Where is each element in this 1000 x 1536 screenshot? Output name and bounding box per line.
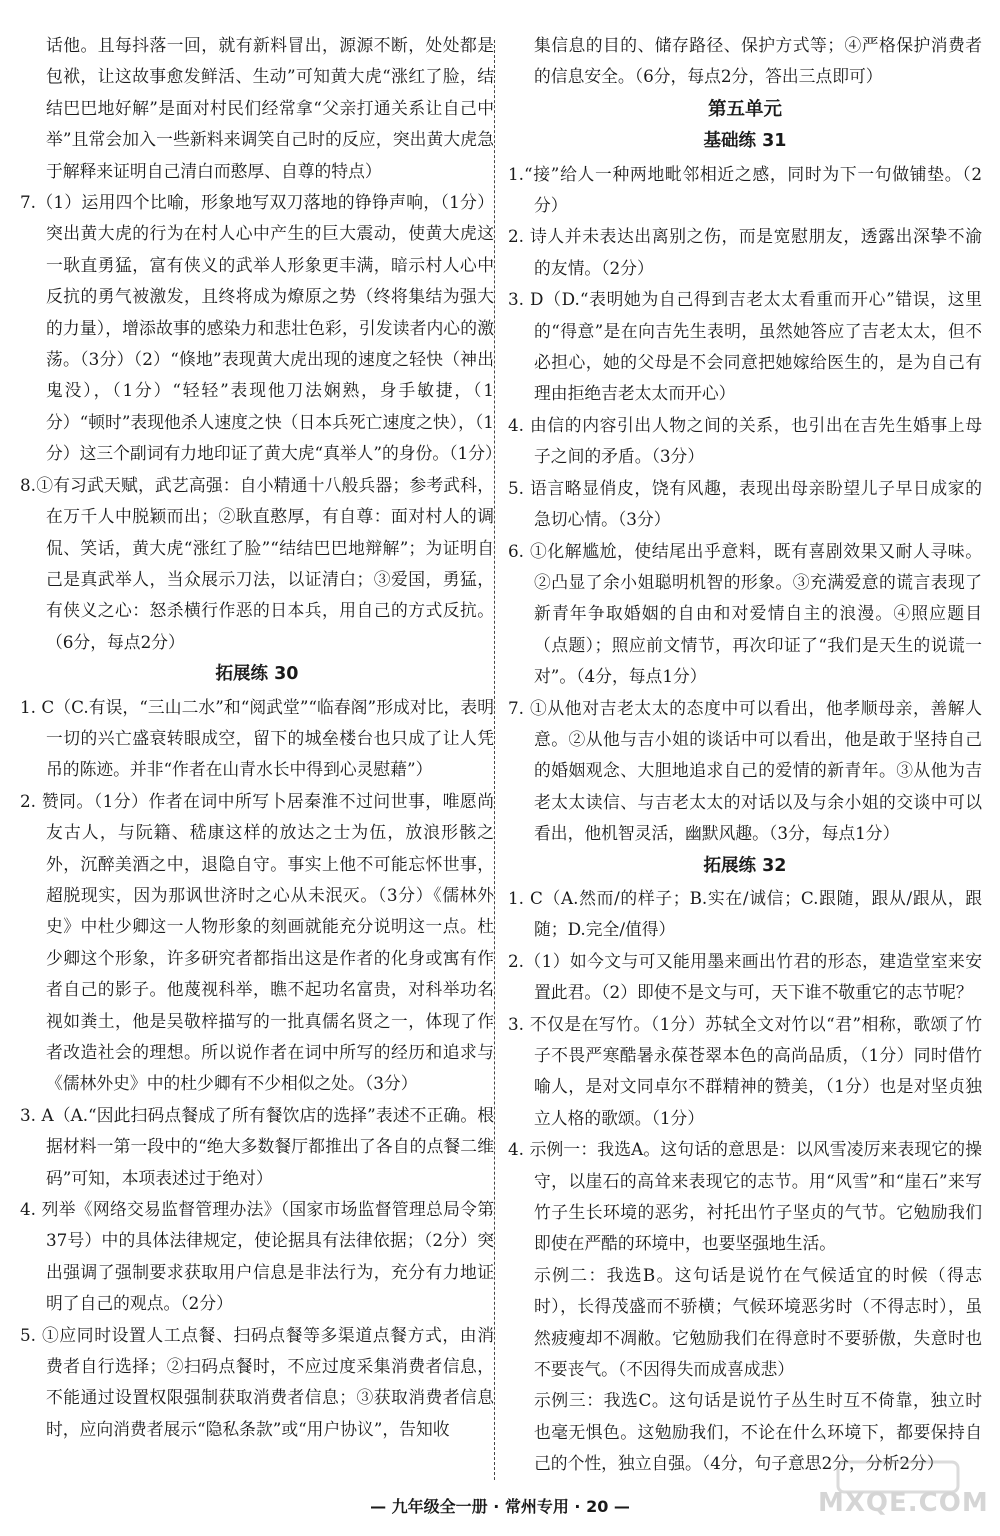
- answer-item-7: 7. ①从他对吉老太太的态度中可以看出，他孝顺母亲，善解人意。②从他与吉小姐的谈话中可以看出，他是敢于坚持自己的婚姻观念、大胆地追求自己的爱情的新青年。③从他为吉老太太读信、与吉老太太的对话以及与余小姐的交谈中可以看出，他机智灵活，幽默风趣。（3分，每点1分）: [508, 697, 982, 844]
- section-heading-extension-32: 拓展练 32: [703, 855, 787, 876]
- answer-example-2: 示例二：我选B。这句话是说竹在气候适宜的时候（得志时），长得茂盛而不骄横；气候环境恶劣时（不得志时），虽然疲瘦却不凋敝。它勉励我们在得意时不要骄傲，失意时也不要丧气。（不因得失而成喜成悲）: [534, 1264, 982, 1380]
- answer-item-2: 2. 诗人并未表达出离别之伤，而是宽慰朋友，透露出深挚不渝的友情。（2分）: [508, 226, 982, 278]
- answer-item-5: 5. 语言略显俏皮，饶有风趣，表现出母亲盼望儿子早日成家的急切心情。（3分）: [508, 477, 982, 530]
- watermark-text: MXQE.COM: [818, 1488, 989, 1518]
- answer-item-4: 4. 列举《网络交易监督管理办法》（国家市场监督管理总局令第37号）中的具体法律规定，使论据具有法律依据；（2分）突出强调了强制要求获取用户信息是非法行为，充分有力地证明了自己的观点。（2分）: [20, 1199, 494, 1314]
- watermark-logo: [818, 1458, 989, 1528]
- answer-item-4: 4. 示例一：我选A。这句话的意思是：以风雪凌厉来表现它的操守，以崖石的高耸来表现它的志节。用“风雪”和“崖石”来写竹子生长环境的恶劣，衬托出竹子坚贞的气节。它勉励我们即使在严酷的环境中，也要坚强地生活。: [508, 1139, 982, 1254]
- page-footer: — 九年级全一册 · 常州专用 · 20 —: [370, 1497, 630, 1516]
- unit-heading: 第五单元: [707, 98, 782, 120]
- answer-item-1: 1. C（C.有误，“三山二水”和“阅武堂”“临春阁”形成对比，表明一切的兴亡盛衰转眼成空，留下的城垒楼台也只成了让人凭吊的陈迹。并非“作者在山青水长中得到心灵慰藉”）: [20, 696, 494, 780]
- answer-item-3: 3. 不仅是在写竹。（1分）苏轼全文对竹以“君”相称，歌颂了竹子不畏严寒酷暑永葆苍翠本色的高尚品质，（1分）同时借竹喻人，是对文同卓尔不群精神的赞美，（1分）也是对坚贞独立人格的歌颂。（1分）: [508, 1013, 982, 1128]
- answer-continued-text: 集信息的目的、储存路径、保护方式等；④严格保护消费者的信息安全。（6分，每点2分，答出三点即可）: [534, 35, 982, 87]
- answer-item-2: 2. 赞同。（1分）作者在词中所写卜居秦淮不过问世事，唯愿尚友古人，与阮籍、嵇康这样的放达之士为伍，放浪形骸之外，沉醉美酒之中，退隐自守。事实上他不可能忘怀世事，超脱现实，因为那讽世济时之心从未泯灭。（3分）《儒林外史》中杜少卿这一人物形象的刻画就能充分说明这一点。杜少卿这个形象，许多研究者都指出这是作者的化身或寓有作者自己的影子。他蔑视科举，瞧不起功名富贵，对科举功名视如粪土，他是吴敬梓描写的一批真儒名贤之一，体现了作者改造社会的理想。所以说作者在词中所写的经历和追求与《儒林外史》中的杜少卿有不少相似之处。（3分）: [20, 790, 494, 1094]
- answer-item-8: 8.①有习武天赋，武艺高强：自小精通十八般兵器；参考武科，在万千人中脱颖而出；②耿直憨厚，有自尊：面对村人的调侃、笑话，黄大虎“涨红了脸”“结结巴巴地辩解”；为证明自己是真武举人，当众展示刀法，以证清白；③爱国，勇猛，有侠义之心：怒杀横行作恶的日本兵，用自己的方式反抗。（6分，每点2分）: [20, 474, 494, 652]
- answer-continued-text: 话他。且每抖落一回，就有新料冒出，源源不断，处处都是包袱，让这故事愈发鲜活、生动”可知黄大虎“涨红了脸，结结巴巴地好解”是面对村民们经常拿“父亲打通关系让自己中举”且常会加入一些新料来调笑自己时的反应，突出黄大虎急于解释来证明自己清白而憨厚、自尊的特点）: [46, 35, 494, 181]
- answer-item-1: 1.“接”给人一种两地毗邻相近之感，同时为下一句做铺垫。（2分）: [508, 163, 982, 216]
- answer-item-3: 3. D（D.“表明她为自己得到吉老太太看重而开心”错误，这里的“得意”是在向吉先生表明，虽然她答应了吉老太太，但不必担心，她的父母是不会同意把她嫁给医生的，是为自己有理由拒绝吉老太太而开心）: [508, 289, 982, 404]
- left-column: [20, 30, 502, 1445]
- answer-item-5: 5. ①应同时设置人工点餐、扫码点餐等多渠道点餐方式，由消费者自行选择；②扫码点餐时，不应过度采集消费者信息，不能通过设置权限强制获取消费者信息；③获取消费者信息时，应向消费者展示“隐私条款”或“用户协议”，告知收: [20, 1324, 494, 1439]
- answer-item-3: 3. A（A.“因此扫码点餐成了所有餐饮店的选择”表述不正确。根据材料一第一段中的“绝大多数餐厅都推出了各自的点餐二维码”可知，本项表述过于绝对）: [20, 1104, 494, 1188]
- answer-item-7: 7.（1）运用四个比喻，形象地写双刀落地的铮铮声响，（1分）突出黄大虎的行为在村人心中产生的巨大震动，使黄大虎这一耿直勇猛，富有侠义的武举人形象更丰满，暗示村人心中反抗的勇气被激发，且终将成为燎原之势（终将集结为强大的力量），增添故事的感染力和悲壮色彩，引发读者内心的激荡。（3分）（2）“倏地”表现黄大虎出现的速度之轻快（神出鬼没），（1分）“轻轻”表现他刀法娴熟，身手敏捷，（1分）“顿时”表现他杀人速度之快（日本兵死亡速度之快），（1分）这三个副词有力地印证了黄大虎“真举人”的身份。（1分）: [20, 192, 502, 464]
- answer-item-2: 2.（1）如今文与可又能用墨来画出竹君的形态，建造堂室来安置此君。（2）即使不是文与可，天下谁不敬重它的志节呢？: [508, 950, 982, 1003]
- answer-item-1: 1. C（A.然而/的样子；B.实在/诚信；C.跟随，跟从/跟从，跟随；D.完全/值得）: [508, 887, 982, 940]
- answer-item-6: 6. ①化解尴尬，使结尾出乎意料，既有喜剧效果又耐人寻味。②凸显了余小姐聪明机智的形象。③充满爱意的谎言表现了新青年争取婚姻的自由和对爱情自主的浪漫。④照应题目（点题）；照应前文情节，再次印证了“我们是天生的说谎一对”。（4分，每点1分）: [508, 540, 982, 687]
- answer-item-4: 4. 由信的内容引出人物之间的关系，也引出在吉先生婚事上母子之间的矛盾。（3分）: [508, 414, 982, 467]
- column-divider: [494, 40, 495, 1480]
- section-heading-basic-31: 基础练 31: [703, 131, 787, 152]
- answer-example-3: 示例三：我选C。这句话是说竹子丛生时互不倚靠，独立时也毫无惧色。这勉励我们，不论在什么环境下，都要保持自己的个性，独立自强。（4分，句子意思2分，分析2分）: [534, 1390, 982, 1474]
- right-column: [508, 30, 982, 1480]
- section-heading-extension-30: 拓展练 30: [215, 664, 299, 685]
